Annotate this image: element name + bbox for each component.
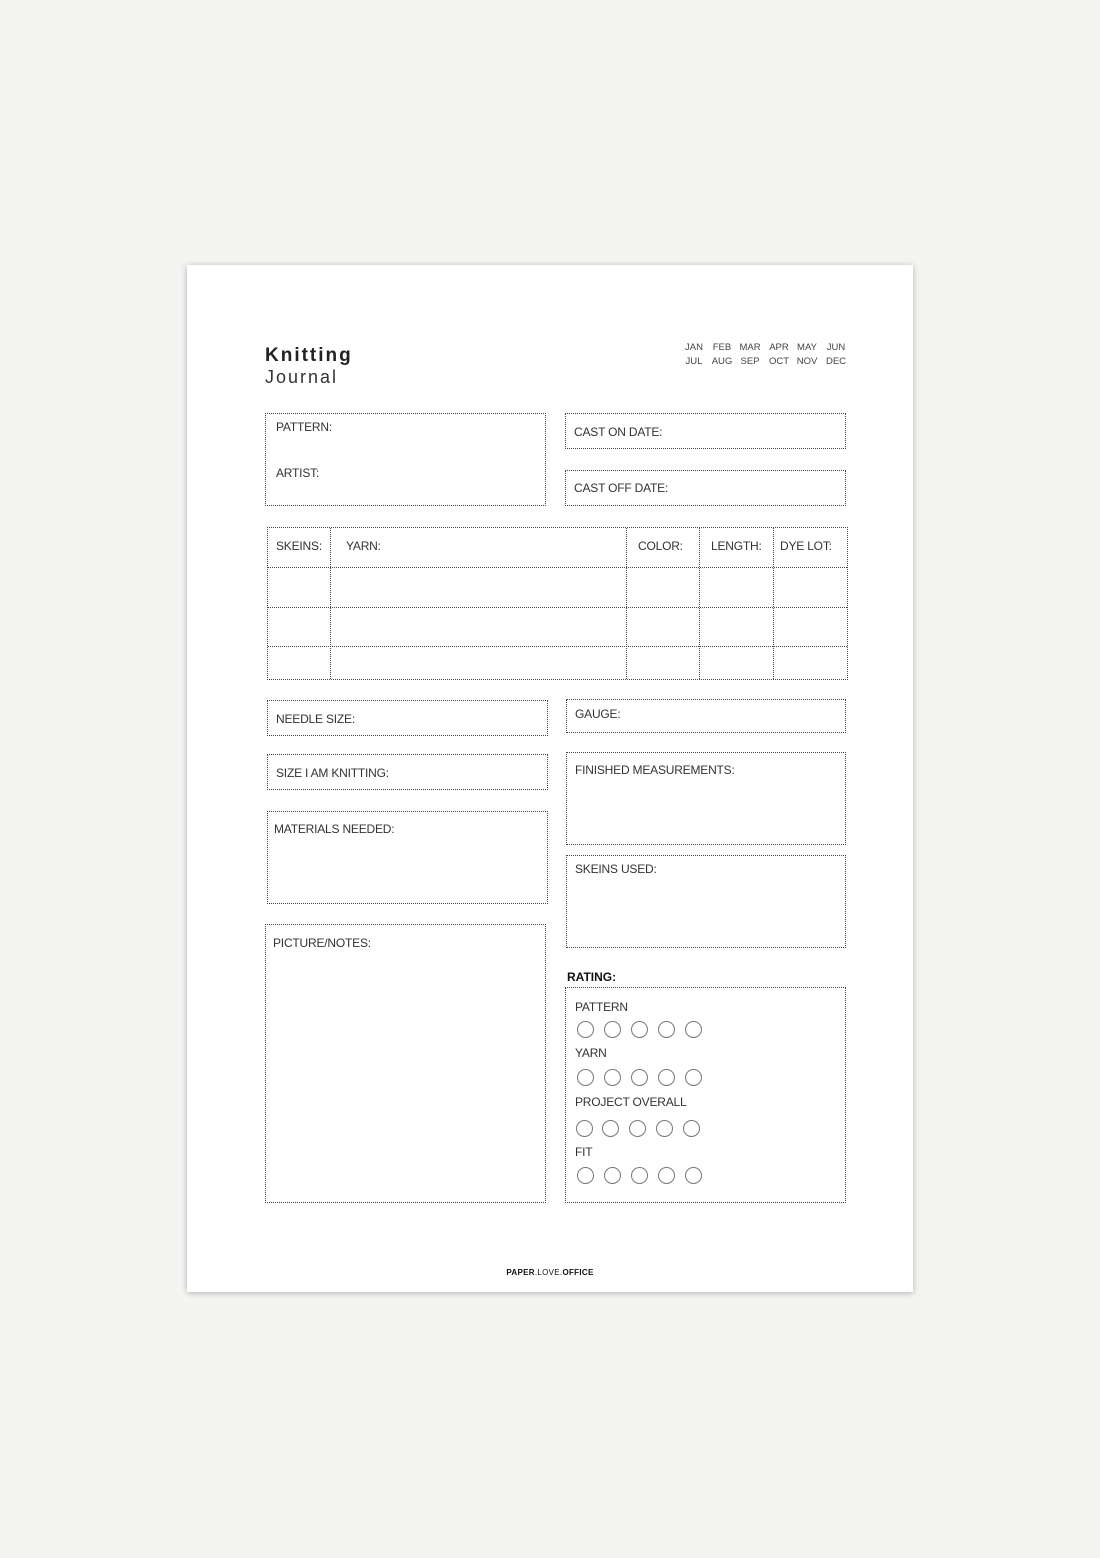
size-knitting-field[interactable] xyxy=(267,754,548,790)
rating-project-circle-1[interactable] xyxy=(576,1120,593,1137)
rating-pattern-label: PATTERN xyxy=(575,1000,628,1014)
rating-yarn-circle-1[interactable] xyxy=(577,1069,594,1086)
rating-yarn-circle-5[interactable] xyxy=(685,1069,702,1086)
rating-yarn-circle-3[interactable] xyxy=(631,1069,648,1086)
needle-size-label: NEEDLE SIZE: xyxy=(276,712,355,726)
month-aug[interactable]: AUG xyxy=(711,356,733,367)
yarn-header: YARN: xyxy=(346,539,381,553)
rating-pattern-circle-5[interactable] xyxy=(685,1021,702,1038)
cast-off-date-field[interactable] xyxy=(565,470,846,506)
brand-part-paper: PAPER xyxy=(506,1268,535,1277)
rating-yarn-label: YARN xyxy=(575,1046,607,1060)
month-sep[interactable]: SEP xyxy=(740,356,760,367)
gauge-label: GAUGE: xyxy=(575,707,621,721)
rating-pattern-circle-3[interactable] xyxy=(631,1021,648,1038)
finished-measurements-field[interactable] xyxy=(566,752,846,845)
needle-size-field[interactable] xyxy=(267,700,548,736)
cast-on-date-field[interactable] xyxy=(565,413,846,449)
materials-needed-label: MATERIALS NEEDED: xyxy=(274,822,395,836)
rating-fit-circle-2[interactable] xyxy=(604,1167,621,1184)
rating-fit-circle-1[interactable] xyxy=(577,1167,594,1184)
month-nov[interactable]: NOV xyxy=(796,356,818,367)
rating-pattern-circle-1[interactable] xyxy=(577,1021,594,1038)
materials-needed-field[interactable] xyxy=(267,811,548,904)
month-jan[interactable]: JAN xyxy=(685,342,703,353)
month-dec[interactable]: DEC xyxy=(825,356,847,367)
month-jul[interactable]: JUL xyxy=(685,356,703,367)
artist-label: ARTIST: xyxy=(276,466,320,480)
gauge-field[interactable] xyxy=(566,699,846,733)
rating-box xyxy=(565,987,846,1203)
length-header: LENGTH: xyxy=(711,539,762,553)
month-jun[interactable]: JUN xyxy=(826,342,846,353)
brand-footer xyxy=(187,1268,913,1277)
rating-fit-circle-3[interactable] xyxy=(631,1167,648,1184)
rating-fit-label: FIT xyxy=(575,1145,593,1159)
picture-notes-label: PICTURE/NOTES: xyxy=(273,936,371,950)
cast-off-label: CAST OFF DATE: xyxy=(574,481,669,495)
rating-yarn-circle-2[interactable] xyxy=(604,1069,621,1086)
rating-fit-circle-4[interactable] xyxy=(658,1167,675,1184)
picture-notes-area[interactable] xyxy=(265,924,546,1203)
rating-project-circle-2[interactable] xyxy=(602,1120,619,1137)
journal-page xyxy=(187,265,913,1292)
month-may[interactable]: MAY xyxy=(797,342,817,353)
rating-project-circle-4[interactable] xyxy=(656,1120,673,1137)
rating-pattern-circle-4[interactable] xyxy=(658,1021,675,1038)
month-mar[interactable]: MAR xyxy=(739,342,761,353)
month-oct[interactable]: OCT xyxy=(768,356,790,367)
month-feb[interactable]: FEB xyxy=(712,342,732,353)
color-header: COLOR: xyxy=(638,539,683,553)
page-title: Knitting xyxy=(265,345,353,366)
skeins-used-label: SKEINS USED: xyxy=(575,862,657,876)
yarn-table xyxy=(267,527,848,680)
pattern-label: PATTERN: xyxy=(276,420,332,434)
rating-heading: RATING: xyxy=(567,970,617,984)
month-apr[interactable]: APR xyxy=(769,342,789,353)
rating-project-circle-3[interactable] xyxy=(629,1120,646,1137)
skeins-used-field[interactable] xyxy=(566,855,846,948)
dye-lot-header: DYE LOT: xyxy=(780,539,832,553)
pattern-artist-box[interactable] xyxy=(265,413,546,506)
brand-part-love: .LOVE. xyxy=(534,1268,563,1277)
skeins-header: SKEINS: xyxy=(276,539,322,553)
rating-pattern-circle-2[interactable] xyxy=(604,1021,621,1038)
rating-yarn-circle-4[interactable] xyxy=(658,1069,675,1086)
page-subtitle: Journal xyxy=(265,367,339,387)
rating-project-overall-label: PROJECT OVERALL xyxy=(575,1095,687,1109)
size-knitting-label: SIZE I AM KNITTING: xyxy=(276,766,389,780)
rating-fit-circle-5[interactable] xyxy=(685,1167,702,1184)
brand-part-office: OFFICE xyxy=(562,1268,594,1277)
finished-measurements-label: FINISHED MEASUREMENTS: xyxy=(575,763,735,777)
cast-on-label: CAST ON DATE: xyxy=(574,425,663,439)
rating-project-circle-5[interactable] xyxy=(683,1120,700,1137)
